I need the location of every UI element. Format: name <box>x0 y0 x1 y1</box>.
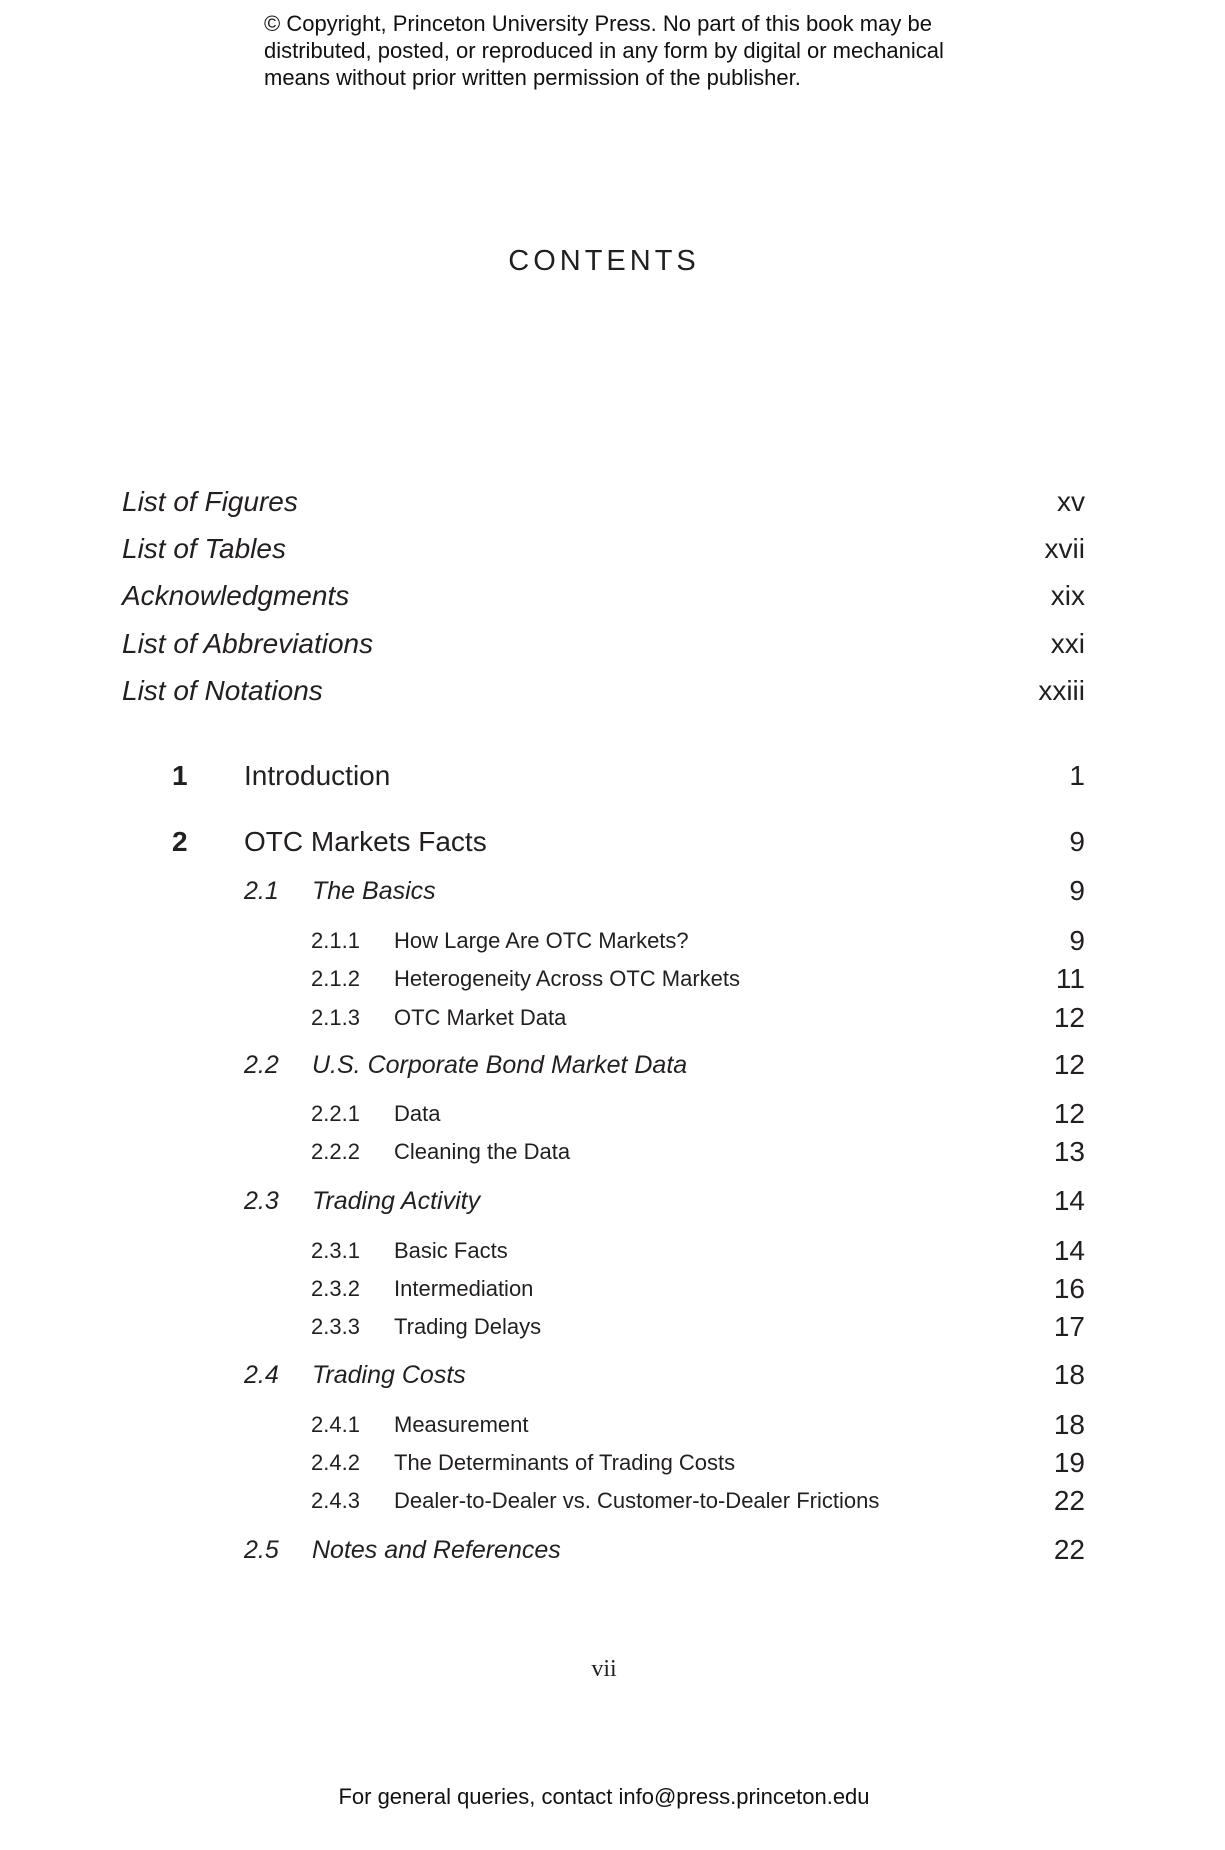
toc-entry-title: List of Abbreviations <box>122 628 374 659</box>
subsection-title: Trading Delays <box>394 1314 542 1339</box>
toc-entry-page: 17 <box>1053 1311 1085 1342</box>
toc-entry-page: 1 <box>1069 760 1085 791</box>
subsection-title: Basic Facts <box>394 1238 508 1263</box>
subsection-number: 2.4.3 <box>311 1488 360 1513</box>
toc-subsection[interactable] <box>311 921 1085 961</box>
toc-entry-page: 22 <box>1053 1534 1085 1565</box>
toc-entry-page: 9 <box>1069 875 1085 906</box>
chapter-number: 2 <box>172 826 188 857</box>
toc-entry-page: 11 <box>1055 963 1085 994</box>
section-number: 2.2 <box>244 1050 279 1079</box>
subsection-title: Heterogeneity Across OTC Markets <box>394 966 741 991</box>
toc-section[interactable] <box>244 1045 1085 1085</box>
toc-entry-title: List of Figures <box>122 486 298 517</box>
section-title: Trading Activity <box>312 1186 481 1215</box>
subsection-title: Measurement <box>394 1412 529 1437</box>
toc-entry-front[interactable] <box>122 529 1085 569</box>
page-number: vii <box>591 1656 617 1682</box>
toc-subsection[interactable] <box>311 1132 1085 1172</box>
toc-entry-front[interactable] <box>122 576 1085 616</box>
toc-chapter-1[interactable] <box>172 756 1085 796</box>
toc-subsection[interactable] <box>311 1481 1085 1521</box>
subsection-title: Cleaning the Data <box>394 1139 571 1164</box>
toc-section[interactable] <box>244 1355 1085 1395</box>
toc-entry-page: 12 <box>1053 1049 1085 1080</box>
toc-entry-title: List of Tables <box>122 533 286 564</box>
section-title: U.S. Corporate Bond Market Data <box>312 1050 688 1079</box>
subsection-number: 2.2.2 <box>311 1139 360 1164</box>
toc-entry-page: 16 <box>1053 1273 1085 1304</box>
toc-entry-page: xvii <box>1044 533 1085 564</box>
subsection-number: 2.1.2 <box>311 966 360 991</box>
copyright-notice: © Copyright, Princeton University Press. No part of this book may be distributed, posted, or reproduced in any form by digital or mechanical means without prior written permission of the publisher. <box>264 11 944 90</box>
toc-entry-page: 13 <box>1053 1136 1085 1167</box>
toc-entry-page: xv <box>1057 486 1085 517</box>
toc-entry-page: 12 <box>1053 1002 1085 1033</box>
chapter-number: 1 <box>172 760 188 791</box>
section-title: Notes and References <box>312 1535 561 1564</box>
subsection-number: 2.3.2 <box>311 1276 360 1301</box>
subsection-title: Intermediation <box>394 1276 534 1301</box>
toc-subsection[interactable] <box>311 1094 1085 1134</box>
subsection-number: 2.3.1 <box>311 1238 360 1263</box>
section-title: The Basics <box>312 876 436 905</box>
section-number: 2.5 <box>244 1535 279 1564</box>
toc-entry-title: List of Notations <box>122 675 323 706</box>
toc-section[interactable] <box>244 1181 1085 1221</box>
toc-entry-front[interactable] <box>122 482 1085 522</box>
toc-entry-title: Acknowledgments <box>122 580 350 611</box>
subsection-title: How Large Are OTC Markets? <box>394 928 689 953</box>
subsection-number: 2.3.3 <box>311 1314 360 1339</box>
toc-chapter-2[interactable] <box>172 822 1085 862</box>
toc-subsection[interactable] <box>311 1307 1085 1347</box>
toc-entry-page: 9 <box>1069 925 1085 956</box>
toc-entry-page: xxi <box>1050 628 1085 659</box>
toc-entry-page: 22 <box>1053 1485 1085 1516</box>
chapter-title: OTC Markets Facts <box>244 826 487 857</box>
footer-contact: For general queries, contact info@press.princeton.edu <box>338 1784 870 1809</box>
section-number: 2.1 <box>244 876 279 905</box>
toc-entry-page: 9 <box>1069 826 1085 857</box>
toc-subsection[interactable] <box>311 1269 1085 1309</box>
subsection-number: 2.1.1 <box>311 928 360 953</box>
toc-subsection[interactable] <box>311 959 1085 999</box>
toc-entry-page: 18 <box>1053 1409 1085 1440</box>
subsection-title: Data <box>394 1101 441 1126</box>
subsection-number: 2.2.1 <box>311 1101 360 1126</box>
toc-entry-front[interactable] <box>122 671 1085 711</box>
toc-subsection[interactable] <box>311 998 1085 1038</box>
toc-entry-page: 12 <box>1053 1098 1085 1129</box>
toc-entry-page: xix <box>1050 580 1085 611</box>
toc-entry-page: 14 <box>1053 1235 1085 1266</box>
page-title: CONTENTS <box>508 245 700 277</box>
toc-subsection[interactable] <box>311 1443 1085 1483</box>
toc-entry-page: 19 <box>1053 1447 1085 1478</box>
section-number: 2.4 <box>244 1360 279 1389</box>
section-title: Trading Costs <box>312 1360 466 1389</box>
subsection-number: 2.1.3 <box>311 1005 360 1030</box>
toc-section[interactable] <box>244 1530 1085 1570</box>
toc-entry-front[interactable] <box>122 624 1085 664</box>
subsection-number: 2.4.2 <box>311 1450 360 1475</box>
toc-section[interactable] <box>244 871 1085 911</box>
subsection-title: Dealer-to-Dealer vs. Customer-to-Dealer Frictions <box>394 1488 880 1513</box>
subsection-number: 2.4.1 <box>311 1412 360 1437</box>
toc-subsection[interactable] <box>311 1231 1085 1271</box>
chapter-title: Introduction <box>244 760 391 791</box>
toc-entry-page: 18 <box>1053 1359 1085 1390</box>
toc-subsection[interactable] <box>311 1405 1085 1445</box>
toc-entry-page: 14 <box>1053 1185 1085 1216</box>
subsection-title: The Determinants of Trading Costs <box>394 1450 736 1475</box>
section-number: 2.3 <box>244 1186 279 1215</box>
toc-entry-page: xxiii <box>1038 675 1085 706</box>
subsection-title: OTC Market Data <box>394 1005 567 1030</box>
